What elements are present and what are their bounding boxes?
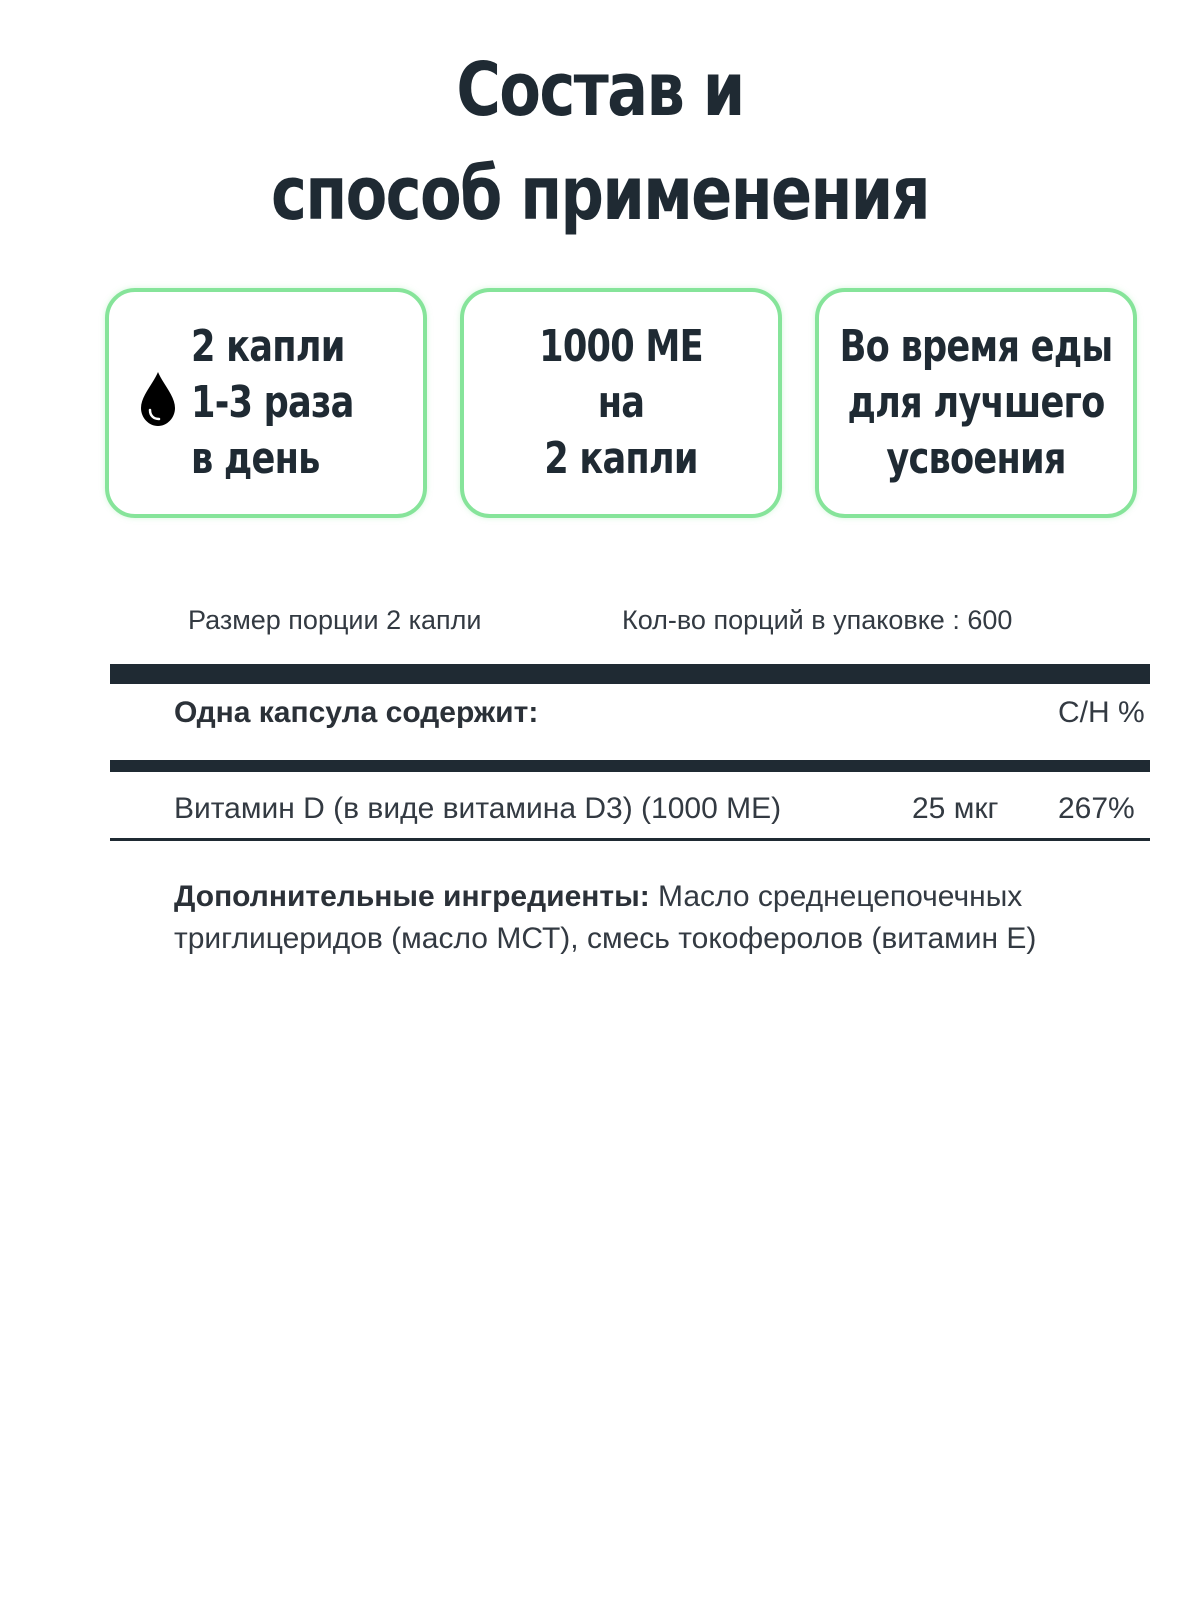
dosage-card bbox=[105, 288, 427, 518]
table-bottom-divider bbox=[110, 838, 1150, 841]
potency-card bbox=[460, 288, 782, 518]
table-header-divider bbox=[110, 760, 1150, 772]
drop-icon bbox=[137, 370, 179, 428]
servings-per-container: Кол-во порций в упаковке : 600 bbox=[622, 605, 1013, 635]
potency-line-3: 2 капли bbox=[544, 433, 698, 484]
timing-line-3: усвоения bbox=[886, 433, 1066, 484]
nutrient-name: Витамин D (в виде витамина D3) (1000 МЕ) bbox=[174, 792, 782, 825]
timing-card-text bbox=[839, 292, 1113, 514]
timing-line-1: Во время еды bbox=[839, 321, 1113, 372]
table-top-divider bbox=[110, 664, 1150, 684]
serving-size: Размер порции 2 капли bbox=[188, 605, 482, 635]
nutrient-daily-value: 267% bbox=[1058, 792, 1135, 825]
title-line-1: Состав и bbox=[456, 47, 744, 133]
table-header-daily-value: С/Н % bbox=[1058, 696, 1145, 729]
potency-line-2: на bbox=[597, 377, 645, 428]
dosage-line-3: в день bbox=[191, 433, 320, 484]
other-ingredients bbox=[174, 876, 1134, 960]
nutrient-amount: 25 мкг bbox=[912, 792, 999, 825]
title-line-2: способ применения bbox=[271, 151, 929, 237]
page-title bbox=[108, 38, 1092, 246]
potency-card-text bbox=[495, 292, 746, 514]
dosage-card-text bbox=[191, 292, 377, 514]
table-header-label: Одна капсула содержит: bbox=[174, 696, 539, 729]
other-ingredients-text: Масло среднецепочечных триглицеридов (масло МСТ), смесь токоферолов (витамин Е) bbox=[174, 880, 1037, 955]
dosage-line-1: 2 капли bbox=[191, 321, 345, 372]
timing-card bbox=[815, 288, 1137, 518]
potency-line-1: 1000 МЕ bbox=[539, 321, 703, 372]
dosage-line-2: 1-3 раза bbox=[191, 377, 354, 428]
timing-line-2: для лучшего bbox=[847, 377, 1105, 428]
other-ingredients-label: Дополнительные ингредиенты: bbox=[174, 880, 650, 913]
